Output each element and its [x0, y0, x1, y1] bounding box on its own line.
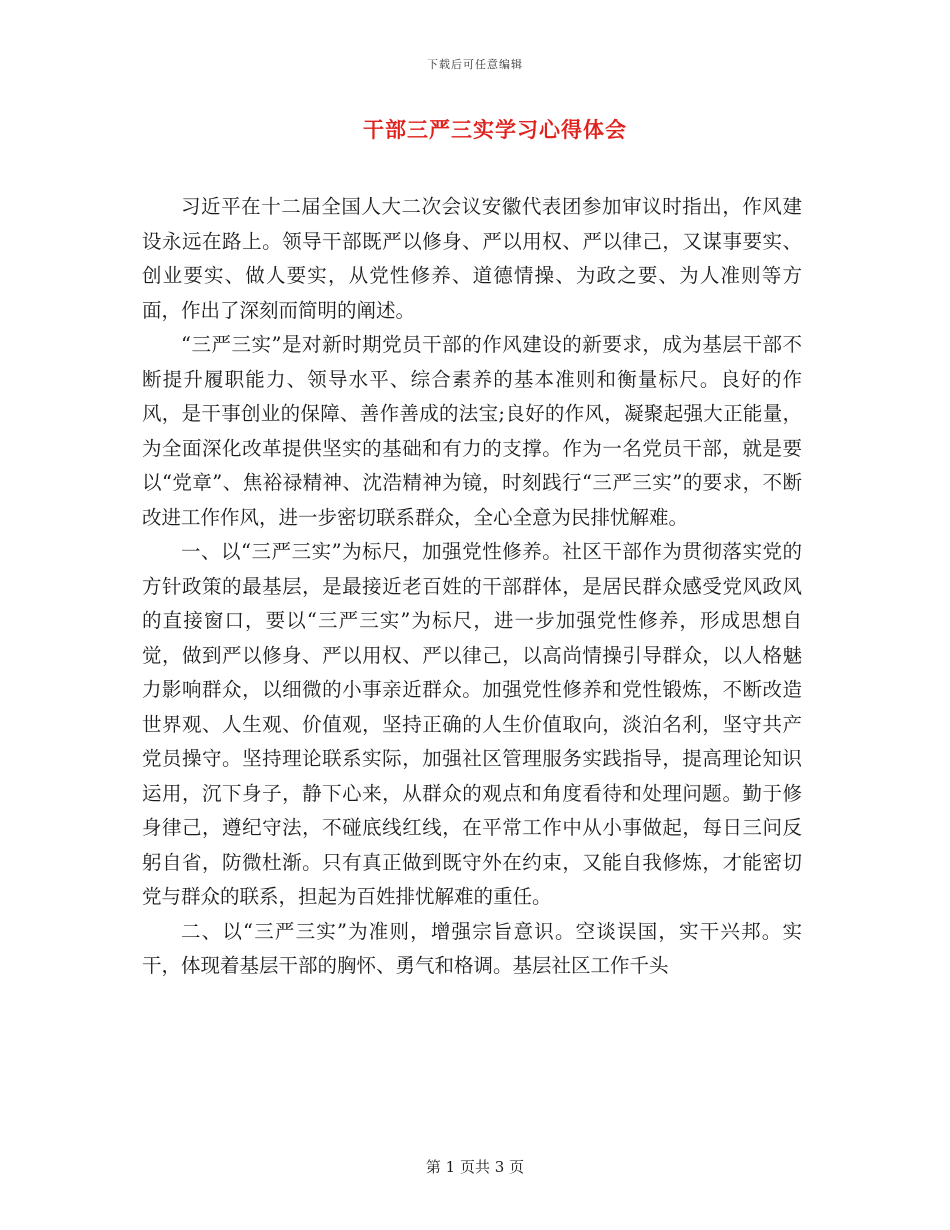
page-header-note: 下载后可任意编辑 — [427, 58, 523, 71]
document-title: 干部三严三实学习心得体会 — [363, 117, 627, 142]
paragraph-4: 二、以“三严三实”为准则，增强宗旨意识。空谈误国，实干兴邦。实干，体现着基层干部的胸怀、勇气和格调。基层社区工作千头 — [142, 919, 802, 977]
document-body — [142, 190, 802, 984]
paragraph-3: 一、以“三严三实”为标尺，加强党性修养。社区干部作为贯彻落实党的方针政策的最基层，是最接近老百姓的干部群体，是居民群众感受党风政风的直接窗口，要以“三严三实”为标尺，进一步加强党性修养，形成思想自觉，做到严以修身、严以用权、严以律己，以高尚情操引导群众，以人格魅力影响群众，以细微的小事亲近群众。加强党性修养和党性锻炼，不断改造世界观、人生观、价值观，坚持正确的人生价值取向，淡泊名利，坚守共产党员操守。坚持理论联系实际，加强社区管理服务实践指导，提高理论知识运用，沉下身子，静下心来，从群众的观点和角度看待和处理问题。勤于修身律己，遵纪守法，不碰底线红线，在平常工作中从小事做起，每日三问反躬自省，防微杜渐。只有真正做到既守外在约束，又能自我修炼，才能密切党与群众的联系，担起为百姓排忧解难的重任。 — [142, 540, 802, 908]
page-number-footer: 第 1 页共 3 页 — [425, 1158, 525, 1176]
paragraph-2: “三严三实”是对新时期党员干部的作风建设的新要求，成为基层干部不断提升履职能力、领导水平、综合素养的基本准则和衡量标尺。良好的作风，是干事创业的保障、善作善成的法宝;良好的作风，凝聚起强大正能量，为全面深化改革提供坚实的基础和有力的支撑。作为一名党员干部，就是要以“党章”、焦裕禄精神、沈浩精神为镜，时刻践行“三严三实”的要求，不断改进工作作风，进一步密切联系群众，全心全意为民排忧解难。 — [142, 333, 802, 529]
paragraph-1: 习近平在十二届全国人大二次会议安徽代表团参加审议时指出，作风建设永远在路上。领导干部既严以修身、严以用权、严以律己，又谋事要实、创业要实、做人要实，从党性修养、道德情操、为政之要、为人准则等方面，作出了深刻而简明的阐述。 — [142, 195, 802, 322]
